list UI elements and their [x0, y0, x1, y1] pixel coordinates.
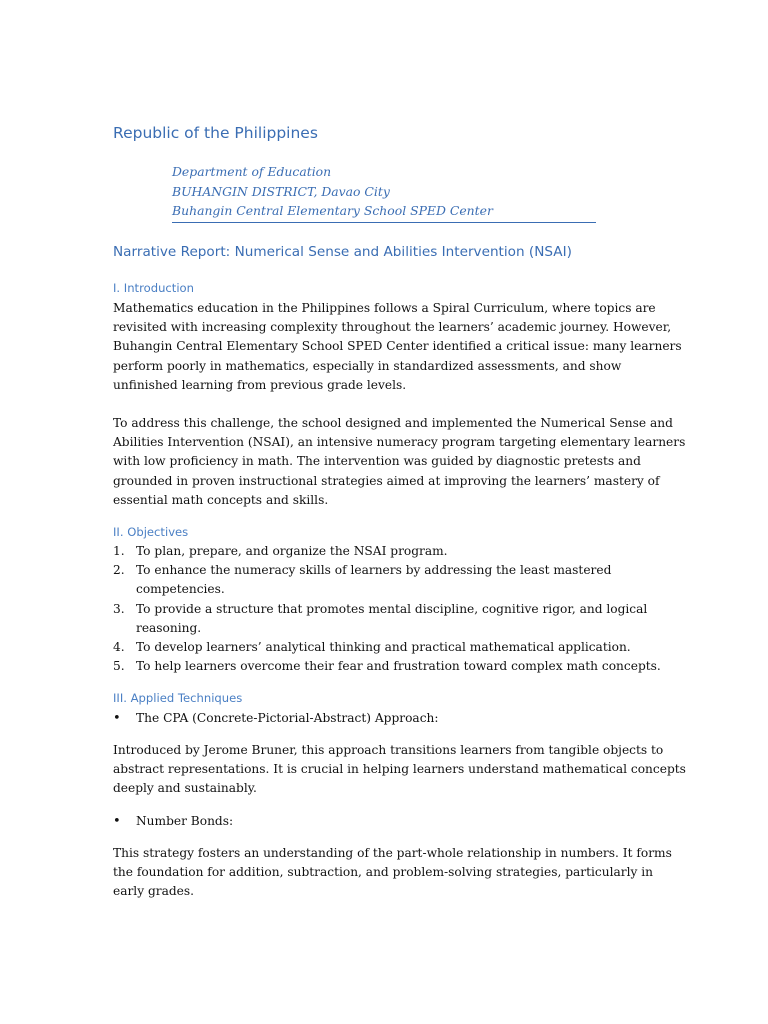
cpa-paragraph: [113, 741, 686, 799]
bullet-cpa: [113, 709, 439, 728]
bullet-label: Number Bonds:: [136, 814, 234, 828]
text-line: grounded in proven instructional strategies aimed at improving the learners’ mastery of: [113, 473, 660, 488]
list-item-number: 1.: [113, 544, 125, 558]
list-item-text: competencies.: [136, 582, 225, 597]
text-line: with low proficiency in math. The intervention was guided by diagnostic pretests and: [113, 454, 641, 469]
list-item-text: To develop learners’ analytical thinking and practical mathematical application.: [136, 640, 631, 655]
list-item: [113, 561, 653, 599]
letterhead-department: Department of Education: [172, 164, 332, 179]
bullet-icon: •: [113, 711, 121, 726]
text-line: Mathematics education in the Philippines follows a Spiral Curriculum, where topics are: [113, 301, 656, 315]
text-line: unfinished learning from previous grade levels.: [113, 377, 407, 392]
text-line: To address this challenge, the school designed and implemented the Numerical Sense and: [113, 416, 673, 430]
list-item-number: 3.: [113, 601, 125, 616]
text-line: Buhangin Central Elementary School SPED Center identified a critical issue: many learners: [113, 339, 682, 354]
report-title: Narrative Report: Numerical Sense and Abilities Intervention (NSAI): [113, 244, 572, 260]
list-item-number: 2.: [113, 563, 125, 578]
text-line: the foundation for addition, subtraction, and problem-solving strategies, particularly in: [113, 865, 653, 880]
letterhead: [172, 162, 596, 223]
text-line: Abilities Intervention (NSAI), an intensive numeracy program targeting elementary learners: [113, 435, 686, 450]
text-line: essential math concepts and skills.: [113, 492, 329, 507]
list-item: [113, 638, 653, 657]
text-line: Introduced by Jerome Bruner, this approach transitions learners from tangible objects to: [113, 743, 664, 757]
text-line: abstract representations. It is crucial in helping learners understand mathematical concepts: [113, 762, 686, 777]
list-item-number: 5.: [113, 659, 125, 674]
list-item-text: reasoning.: [136, 620, 202, 635]
bullet-label: The CPA (Concrete-Pictorial-Abstract) Approach:: [136, 711, 439, 725]
republic-heading: Republic of the Philippines: [113, 124, 318, 142]
list-item: [113, 600, 653, 638]
bullet-number-bonds: [113, 812, 233, 831]
number-bonds-paragraph: [113, 844, 672, 902]
list-item-number: 4.: [113, 640, 125, 655]
list-item: [113, 657, 661, 676]
section-heading-objectives: II. Objectives: [113, 525, 189, 539]
section-heading-techniques: III. Applied Techniques: [113, 691, 243, 705]
bullet-icon: •: [113, 814, 121, 829]
text-line: deeply and sustainably.: [113, 781, 257, 796]
list-item-text: To enhance the numeracy skills of learners by addressing the least mastered: [136, 563, 612, 578]
list-item-text: To help learners overcome their fear and frustration toward complex math concepts.: [136, 659, 661, 674]
intro-paragraph-2: [113, 414, 686, 510]
objectives-list: [113, 542, 661, 676]
text-line: revisited with increasing complexity throughout the learners’ academic journey. However,: [113, 320, 672, 335]
letterhead-district: BUHANGIN DISTRICT, Davao City: [172, 183, 390, 199]
list-item-text: To provide a structure that promotes mental discipline, cognitive rigor, and logical: [136, 601, 648, 616]
list-item-text: To plan, prepare, and organize the NSAI program.: [136, 544, 448, 558]
text-line: early grades.: [113, 884, 194, 899]
text-line: perform poorly in mathematics, especially in standardized assessments, and show: [113, 358, 622, 373]
text-line: This strategy fosters an understanding of the part-whole relationship in numbers. It forms: [113, 846, 672, 860]
letterhead-school: Buhangin Central Elementary School SPED Center: [172, 203, 493, 218]
intro-paragraph-1: [113, 299, 682, 395]
section-heading-introduction: I. Introduction: [113, 281, 194, 295]
list-item: [113, 542, 653, 561]
